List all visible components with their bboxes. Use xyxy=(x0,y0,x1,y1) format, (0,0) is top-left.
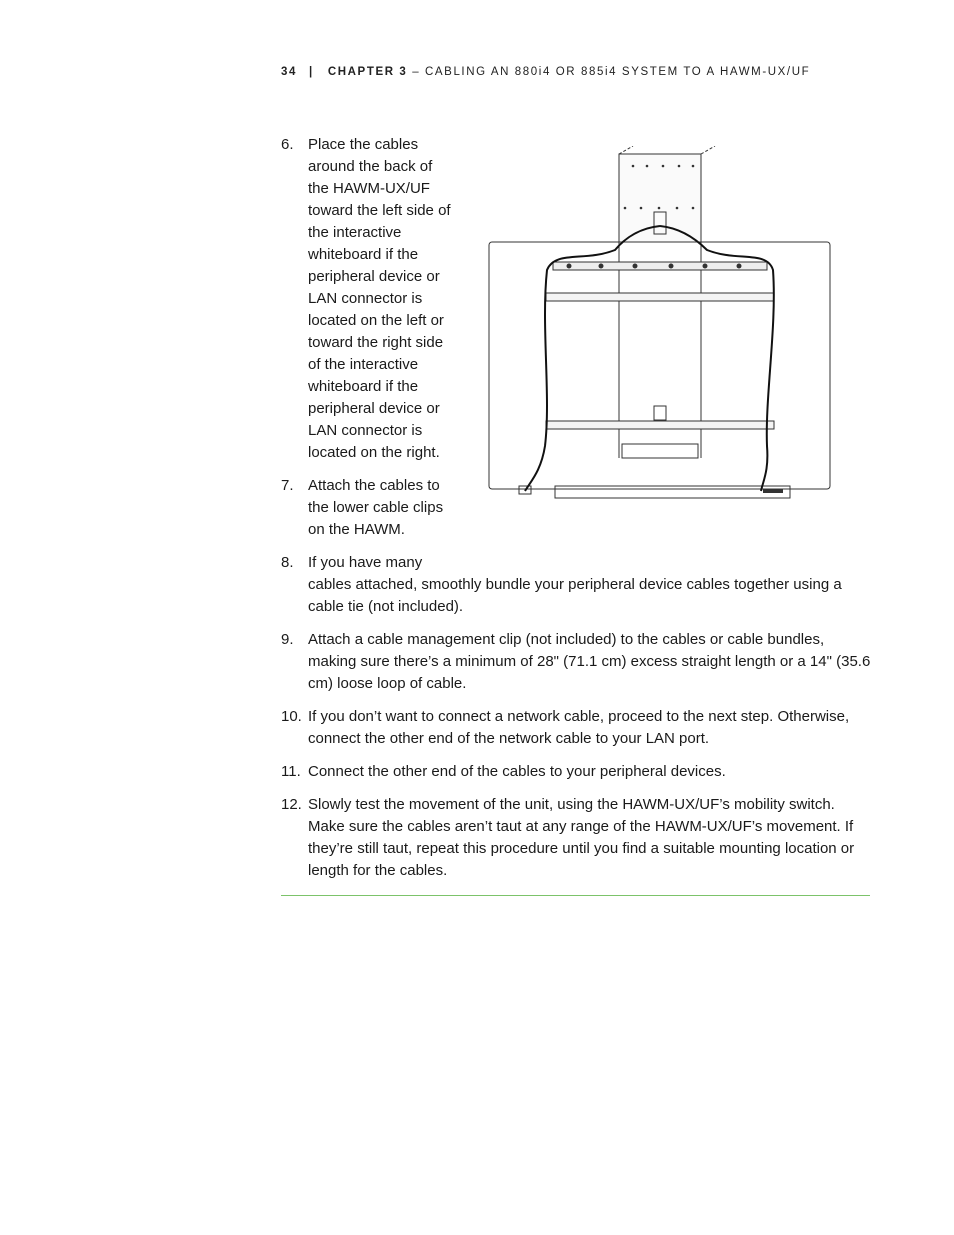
step-text: Place the cables around the back of the HAWM-UX/UF toward the left side of the interactive whiteboard if the peripheral device or LAN connector is located on the left or toward the right side of the interactive whiteboard if the peripheral device or LAN connector is located on the right. xyxy=(308,136,451,461)
chapter-title: – CABLING AN 880i4 OR 885i4 SYSTEM TO A HAWM-UX/UF xyxy=(412,66,811,78)
chapter-label: CHAPTER 3 xyxy=(327,66,408,78)
step-number: 7. xyxy=(281,477,294,494)
step-text: If you don’t want to connect a network cable, proceed to the next step. Otherwise, connect the other end of the network cable to your LAN port. xyxy=(308,708,850,747)
step-11 xyxy=(281,761,871,783)
step-text-rest: cables attached, smoothly bundle your peripheral device cables together using a cable tie (not included). xyxy=(308,576,842,615)
step-text: Attach the cables to the lower cable clips on the HAWM. xyxy=(308,477,444,538)
step-8 xyxy=(281,552,871,618)
page-number: 34 xyxy=(281,66,297,78)
header-separator: | xyxy=(309,66,314,78)
step-text-first: If you have many xyxy=(308,554,423,571)
step-text: Slowly test the movement of the unit, using the HAWM-UX/UF’s mobility switch. Make sure the cables aren’t taut at any range of the HAWM-UX/UF’s movement. If they’re still taut, repeat this procedure until you find a suitable mounting location or length for the cables. xyxy=(308,796,855,879)
step-number: 12. xyxy=(281,796,302,813)
step-text: Attach a cable management clip (not included) to the cables or cable bundles, making sure there’s a minimum of 28" (71.1 cm) excess straight length or a 14" (35.6 cm) loose loop of cable. xyxy=(308,631,871,692)
step-9 xyxy=(281,629,871,695)
hawm-cable-routing-illustration xyxy=(475,146,855,512)
step-number: 6. xyxy=(281,136,294,153)
step-12 xyxy=(281,794,871,882)
step-7 xyxy=(281,475,453,541)
step-number: 8. xyxy=(281,554,294,571)
step-text: Connect the other end of the cables to your peripheral devices. xyxy=(308,763,726,780)
step-6 xyxy=(281,134,453,464)
running-header xyxy=(281,66,810,78)
section-divider xyxy=(281,895,870,896)
step-10 xyxy=(281,706,871,750)
step-number: 10. xyxy=(281,708,302,725)
step-number: 11. xyxy=(281,763,301,780)
step-number: 9. xyxy=(281,631,294,648)
